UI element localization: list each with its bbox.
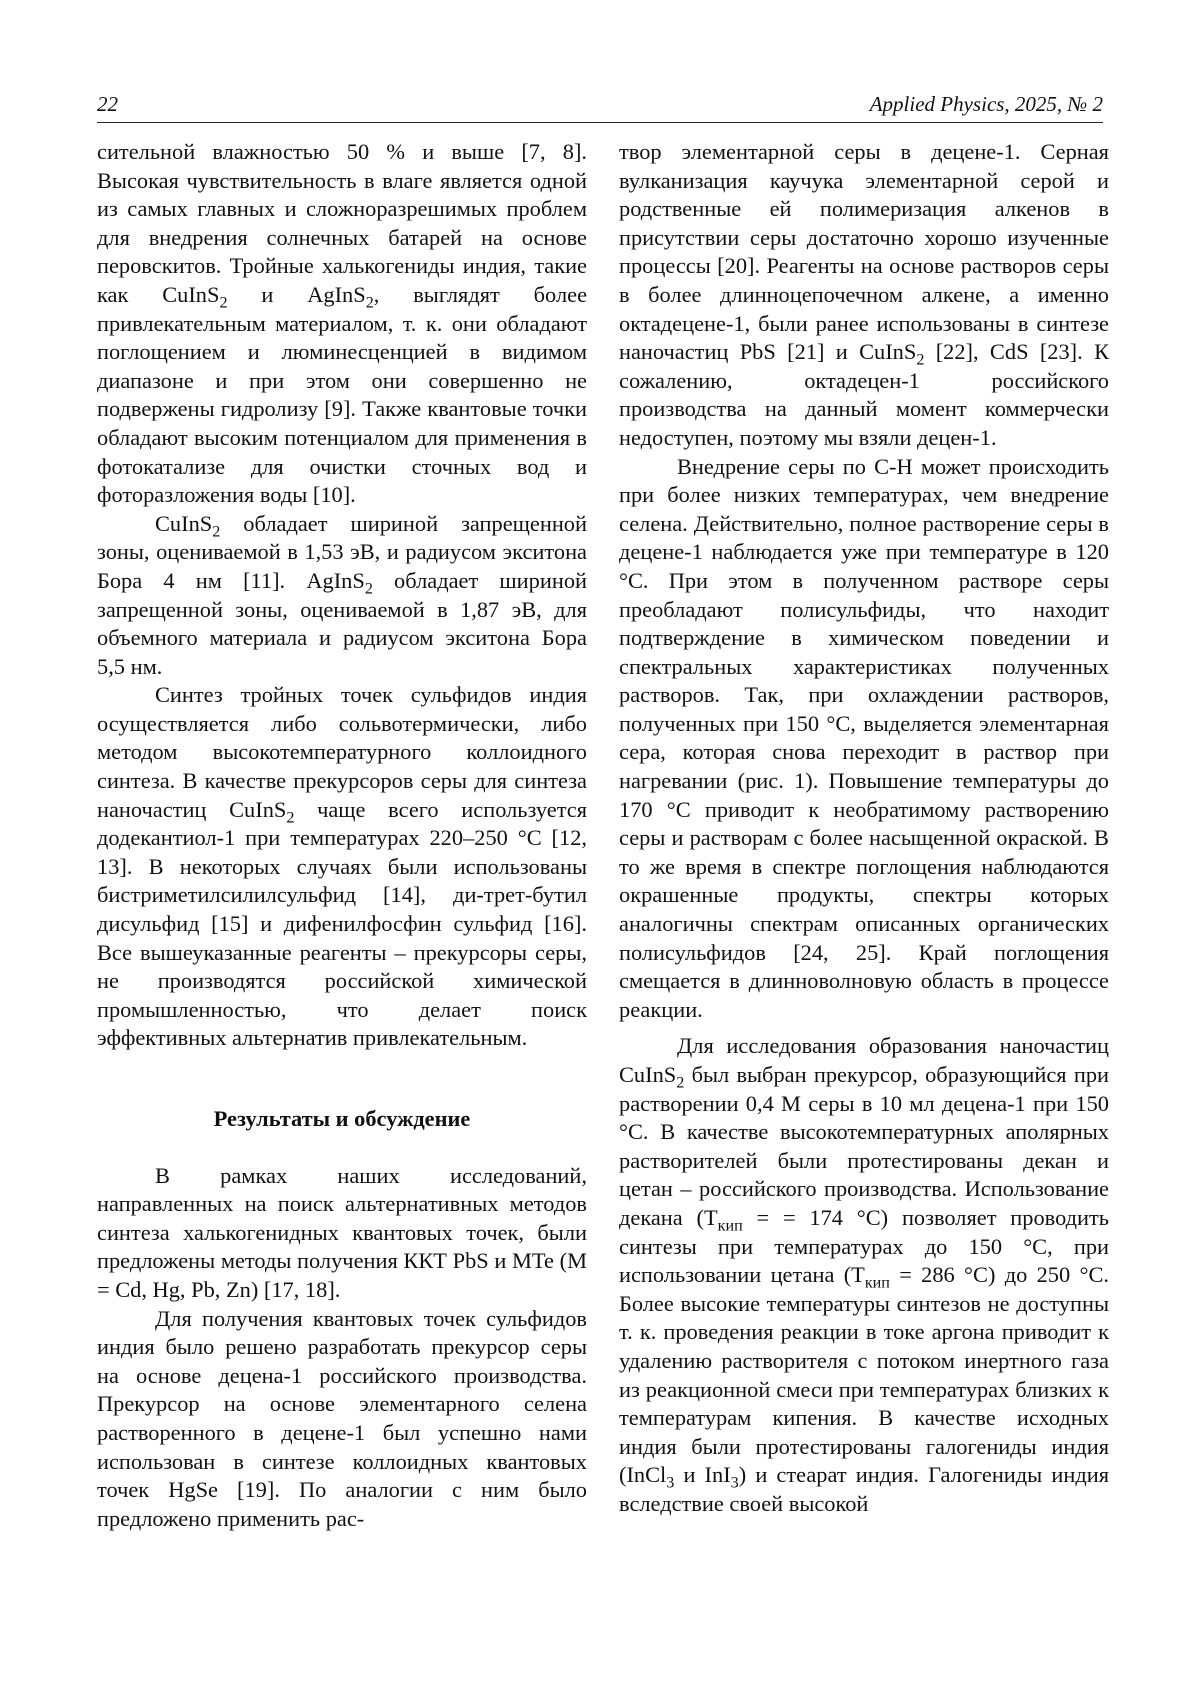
paragraph: CuInS$_2$ обладает шириной запрещенной зоны, оцениваемой в 1,53 эВ, и радиусом экситона Бора 4 нм [11]. AgInS$_2$ обладает шириной запрещенной зоны, оцениваемой в 1,87 эВ, для объемного материала и радиусом экситона Бора 5,5 нм. (97, 510, 587, 679)
section-heading: Результаты и обсуждение (213, 1106, 471, 1131)
paragraph: Для исследования образования наночастиц CuInS$_2$ был выбран прекурсор, образующийся при растворении 0,4 M серы в 10 мл децена-1 при 150 °C. В качестве высокотемпературных аполярных растворителей были протестированы декан и цетан – российского производства. Использование декана ($T_{кип}$ = = 174 °C) позволяет проводить синтезы при температурах до 150 °C, при использовании цетана ($T_{кип} = 286$ °C) до 250 °C. Более высокие температуры синтезов не доступны т. к. проведения реакции в токе аргона приводит к удалению растворителя с потоком инертного газа из реакционной смеси при температурах близких к температурам кипения. В качестве исходных индия были протестированы галогениды индия (InCl$_3$ и InI$_3$) и стеарат индия. Галогениды индия вследствие своей высокой (619, 1033, 1109, 1516)
page-number: 22 (97, 92, 118, 116)
journal-title: Applied Physics, 2025, № 2 (869, 92, 1103, 116)
paragraph: твор элементарной серы в децене-1. Серная вулканизация каучука элементарной серой и родственные ей полимеризация алкенов в присутствии серы достаточно хорошо изученные процессы [20]. Реагенты на основе растворов серы в более длинноцепочечном алкене, а именно октадецене-1, были ранее использованы в синтезе наночастиц PbS [21] и CuInS$_2$ [22], CdS [23]. К сожалению, октадецен-1 российского производства на данный момент коммерчески недоступен, поэтому мы взяли децен-1. (619, 139, 1109, 450)
paragraph: Синтез тройных точек сульфидов индия осуществляется либо сольвотермически, либо методом высокотемпературного коллоидного синтеза. В качестве прекурсоров серы для синтеза наночастиц CuInS$_2$ чаще всего используется додекантиол-1 при температурах 220–250 °C [12, 13]. В некоторых случаях были использованы бистриметилсилилсульфид [14], ди-трет-бутил дисульфид [15] и дифенилфосфин сульфид [16]. Все вышеуказанные реагенты – прекурсоры серы, не производятся российской химической промышленностью, что делает поиск эффективных альтернатив привлекательным. (97, 682, 587, 1051)
right-column (619, 138, 1109, 1519)
page-header (97, 92, 1103, 123)
paragraph: В рамках наших исследований, направленных на поиск альтернативных методов синтеза халькогенидных квантовых точек, были предложены методы получения ККТ PbS и MTe (M = Cd, Hg, Pb, Zn) [17, 18]. (97, 1162, 587, 1302)
paragraph: Для получения квантовых точек сульфидов индия было решено разработать прекурсор серы на основе децена-1 российского производства. Прекурсор на основе элементарного селена растворенного в децене-1 был успешно нами использован в синтезе коллоидных квантовых точек HgSe [19]. По аналогии с ним было предложено применить рас- (97, 1305, 587, 1531)
paragraph: Внедрение серы по C-H может происходить при более низких температурах, чем внедрение селена. Действительно, полное растворение серы в децене-1 наблюдается уже при температуре в 120 °C. При этом в полученном растворе серы преобладают полисульфиды, что находит подтверждение в химическом поведении и спектральных характеристиках полученных растворов. Так, при охлаждении растворов, полученных при 150 °C, выделяется элементарная сера, которая снова переходит в раствор при нагревании (рис. 1). Повышение температуры до 170 °C приводит к необратимому растворению серы и растворам с более насыщенной окраской. В то же время в спектре поглощения наблюдаются окрашенные продукты, спектры которых аналогичны спектрам описанных органических полисульфидов [24, 25]. Край поглощения смещается в длинноволновую область в процессе реакции. (619, 453, 1109, 1022)
paragraph: сительной влажностью 50 % и выше [7, 8]. Высокая чувствительность в влаге является одной из самых главных и сложноразрешимых проблем для внедрения солнечных батарей на основе перовскитов. Тройные халькогениды индия, такие как CuInS$_2$ и AgInS$_2$, выглядят более привлекательным материалом, т. к. они обладают поглощением и люминесценцией в видимом диапазоне и при этом они совершенно не подвержены гидролизу [9]. Также квантовые точки обладают высоким потенциалом для применения в фотокатализе для очистки сточных вод и фоторазложения воды [10]. (97, 139, 588, 508)
left-column (97, 138, 587, 1533)
